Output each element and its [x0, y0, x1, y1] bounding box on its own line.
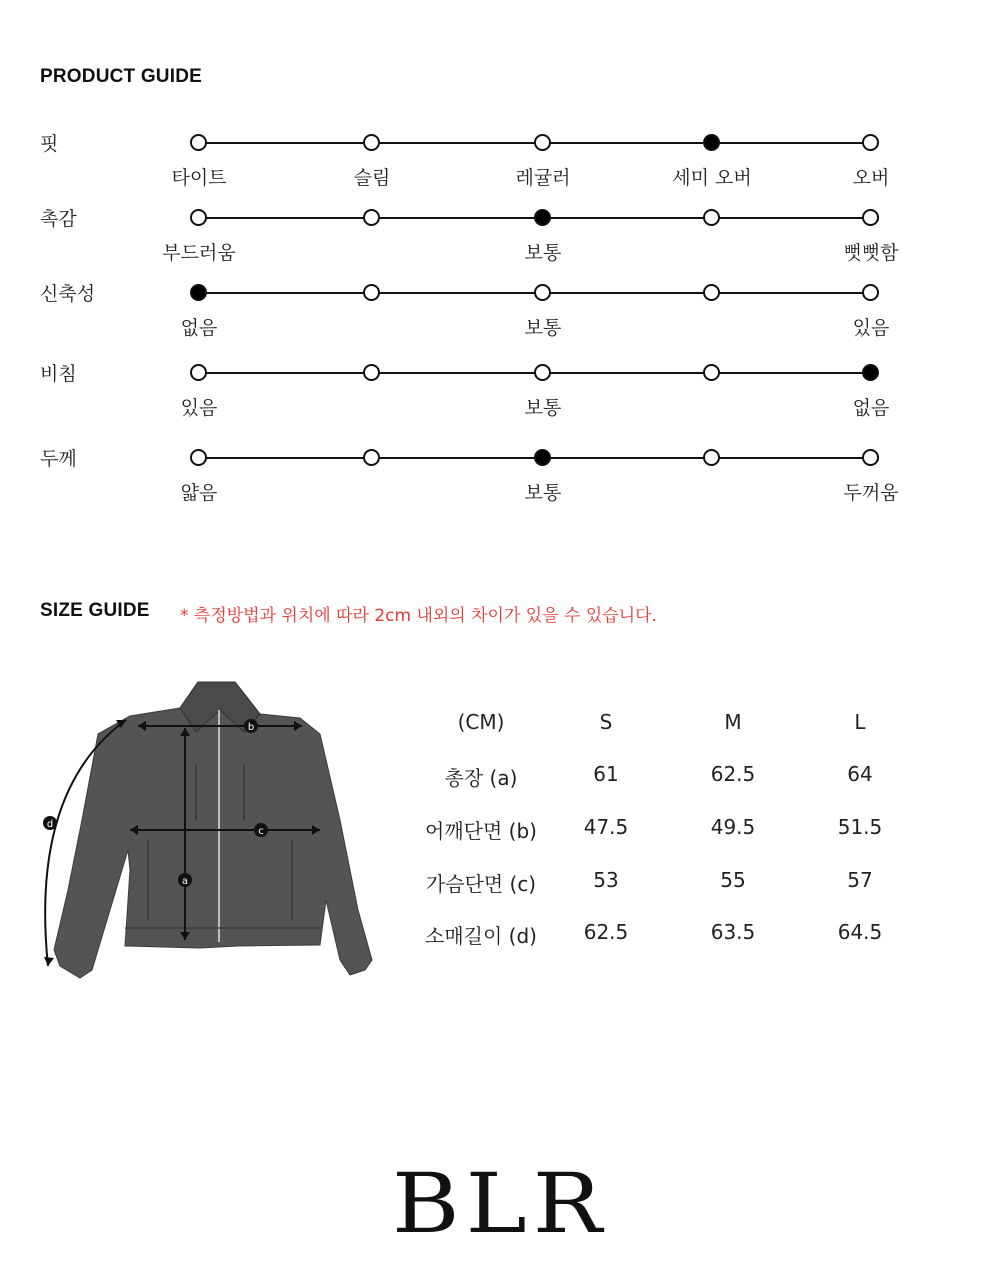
guide-node [862, 209, 879, 226]
guide-tick-label: 뻣뻣함 [843, 242, 899, 264]
guide-label: 두께 [40, 448, 77, 470]
guide-tick-label: 두꺼움 [843, 482, 899, 504]
guide-node [534, 364, 551, 381]
table-header-cell: S [599, 710, 613, 734]
guide-node [190, 134, 207, 151]
table-cell: 49.5 [710, 815, 756, 839]
guide-node-selected [534, 449, 551, 466]
table-row-header: 어깨단면 (b) [425, 819, 537, 843]
guide-node [363, 449, 380, 466]
guide-node [703, 284, 720, 301]
guide-tick-label: 보통 [524, 482, 562, 504]
guide-tick-label: 있음 [852, 317, 890, 339]
table-cell: 51.5 [837, 815, 883, 839]
product-guide-title: PRODUCT GUIDE [40, 66, 202, 87]
guide-node [862, 284, 879, 301]
marker-b [244, 719, 258, 733]
size-guide-note: * 측정방법과 위치에 따라 2cm 내외의 차이가 있을 수 있습니다. [180, 606, 657, 626]
guide-tick-label: 오버 [852, 167, 890, 189]
guide-node [703, 449, 720, 466]
table-header-cell: (CM) [457, 710, 505, 734]
guide-tick-label: 있음 [180, 397, 218, 419]
table-row-header: 소매길이 (d) [425, 924, 537, 948]
guide-tick-label: 없음 [180, 317, 218, 339]
table-header-cell: L [854, 710, 866, 734]
marker-c [254, 823, 268, 837]
guide-tick-label: 얇음 [180, 482, 218, 504]
guide-tick-label: 없음 [852, 397, 890, 419]
guide-node [862, 134, 879, 151]
guide-node-selected [190, 284, 207, 301]
guide-node-selected [862, 364, 879, 381]
guide-label: 촉감 [40, 208, 77, 230]
table-cell: 57 [847, 868, 873, 892]
table-row-header: 가슴단면 (c) [425, 872, 537, 896]
guide-tick-label: 보통 [524, 242, 562, 264]
table-cell: 64.5 [837, 920, 883, 944]
guide-node-selected [534, 209, 551, 226]
table-cell: 64 [847, 762, 873, 786]
jacket-diagram [30, 670, 410, 990]
table-header-cell: M [724, 710, 742, 734]
svg-text:c: c [258, 826, 264, 837]
guide-tick-label: 세미 오버 [672, 167, 752, 189]
table-cell: 47.5 [583, 815, 629, 839]
size-guide-title: SIZE GUIDE [40, 600, 150, 621]
table-cell: 61 [593, 762, 619, 786]
guide-node [363, 134, 380, 151]
guide-tick-label: 레귤러 [515, 167, 571, 189]
guide-tick-label: 슬림 [353, 167, 391, 189]
guide-tick-label: 보통 [524, 317, 562, 339]
guide-label: 비침 [40, 363, 77, 385]
guide-node [190, 449, 207, 466]
table-cell: 55 [720, 868, 746, 892]
guide-node-selected [703, 134, 720, 151]
guide-node [703, 364, 720, 381]
guide-tick-label: 타이트 [171, 167, 227, 189]
guide-label: 신축성 [40, 283, 96, 305]
brand-logo: BLR [392, 1155, 608, 1252]
table-cell: 63.5 [710, 920, 756, 944]
svg-text:a: a [181, 876, 189, 887]
guide-node [363, 284, 380, 301]
table-cell: 53 [593, 868, 619, 892]
guide-label: 핏 [40, 133, 59, 155]
guide-node [190, 364, 207, 381]
guide-node [534, 284, 551, 301]
guide-node [534, 134, 551, 151]
table-cell: 62.5 [710, 762, 756, 786]
svg-text:b: b [247, 722, 255, 733]
guide-node [190, 209, 207, 226]
table-cell: 62.5 [583, 920, 629, 944]
guide-tick-label: 부드러움 [162, 242, 236, 264]
svg-text:d: d [46, 819, 54, 830]
guide-node [363, 364, 380, 381]
marker-a [178, 873, 192, 887]
guide-tick-label: 보통 [524, 397, 562, 419]
guide-node [862, 449, 879, 466]
marker-d [43, 816, 57, 830]
guide-node [703, 209, 720, 226]
guide-node [363, 209, 380, 226]
table-row-header: 총장 (a) [444, 766, 518, 790]
